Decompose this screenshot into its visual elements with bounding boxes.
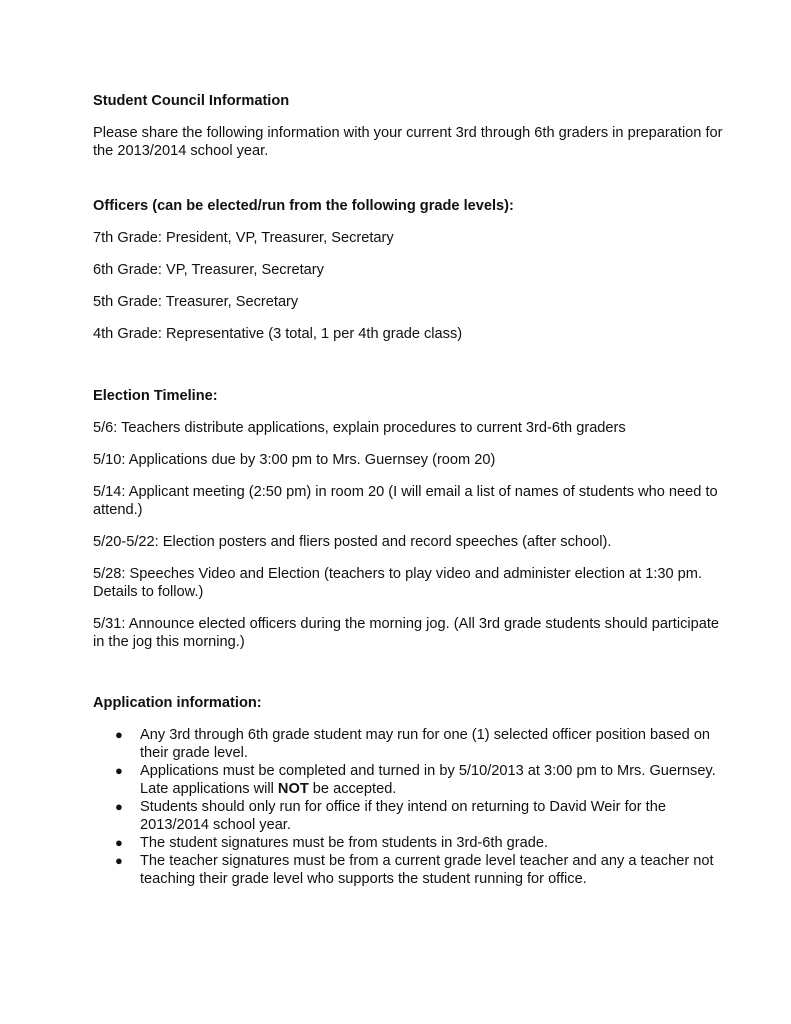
officers-heading: Officers (can be elected/run from the following grade levels): xyxy=(93,198,514,214)
document-page xyxy=(93,92,733,888)
officer-grade-4: 4th Grade: Representative (3 total, 1 per 4th grade class) xyxy=(93,326,463,342)
timeline-item: 5/10: Applications due by 3:00 pm to Mrs. Guernsey (room 20) xyxy=(93,452,496,468)
timeline-item: 5/14: Applicant meeting (2:50 pm) in room 20 (I will email a list of names of students who need to attend.) xyxy=(93,484,718,518)
list-item xyxy=(93,834,733,852)
list-item-text-after: be accepted. xyxy=(308,781,397,797)
application-heading: Application information: xyxy=(93,695,262,711)
document-title: Student Council Information xyxy=(93,93,290,109)
timeline-item: 5/31: Announce elected officers during the morning jog. (All 3rd grade students should participate in the jog this morning.) xyxy=(93,616,720,650)
list-item-text: Any 3rd through 6th grade student may run for one (1) selected officer position based on their grade level. xyxy=(140,727,711,761)
timeline-item: 5/6: Teachers distribute applications, explain procedures to current 3rd-6th graders xyxy=(93,420,626,436)
bullet-icon: ● xyxy=(115,835,123,850)
timeline-item: 5/28: Speeches Video and Election (teachers to play video and administer election at 1:30 pm. Details to follow.) xyxy=(93,566,702,600)
list-item xyxy=(93,798,733,834)
list-item xyxy=(93,726,733,762)
officer-grade-6: 6th Grade: VP, Treasurer, Secretary xyxy=(93,262,324,278)
list-item-text: Students should only run for office if they intend on returning to David Weir for the 2013/2014 school year. xyxy=(140,799,666,833)
intro-paragraph: Please share the following information with your current 3rd through 6th graders in preparation for the 2013/2014 school year. xyxy=(93,125,723,159)
bullet-icon: ● xyxy=(115,853,123,868)
timeline-item: 5/20-5/22: Election posters and fliers posted and record speeches (after school). xyxy=(93,534,612,550)
officer-grade-5: 5th Grade: Treasurer, Secretary xyxy=(93,294,299,310)
bullet-icon: ● xyxy=(115,763,123,778)
list-item-text: The student signatures must be from students in 3rd-6th grade. xyxy=(140,835,549,851)
bullet-icon: ● xyxy=(115,727,123,742)
application-list xyxy=(93,726,733,888)
timeline-heading: Election Timeline: xyxy=(93,388,218,404)
officer-grade-7: 7th Grade: President, VP, Treasurer, Secretary xyxy=(93,230,394,246)
bullet-icon: ● xyxy=(115,799,123,814)
list-item-text-before: Applications must be completed and turned in by 5/10/2013 at 3:00 pm to Mrs. Guernsey. Late applications will xyxy=(140,763,716,797)
list-item xyxy=(93,852,733,888)
list-item xyxy=(93,762,733,798)
emphasis-not: NOT xyxy=(277,781,309,797)
list-item-text: The teacher signatures must be from a current grade level teacher and any a teacher not teaching their grade level who supports the student running for office. xyxy=(140,853,714,887)
